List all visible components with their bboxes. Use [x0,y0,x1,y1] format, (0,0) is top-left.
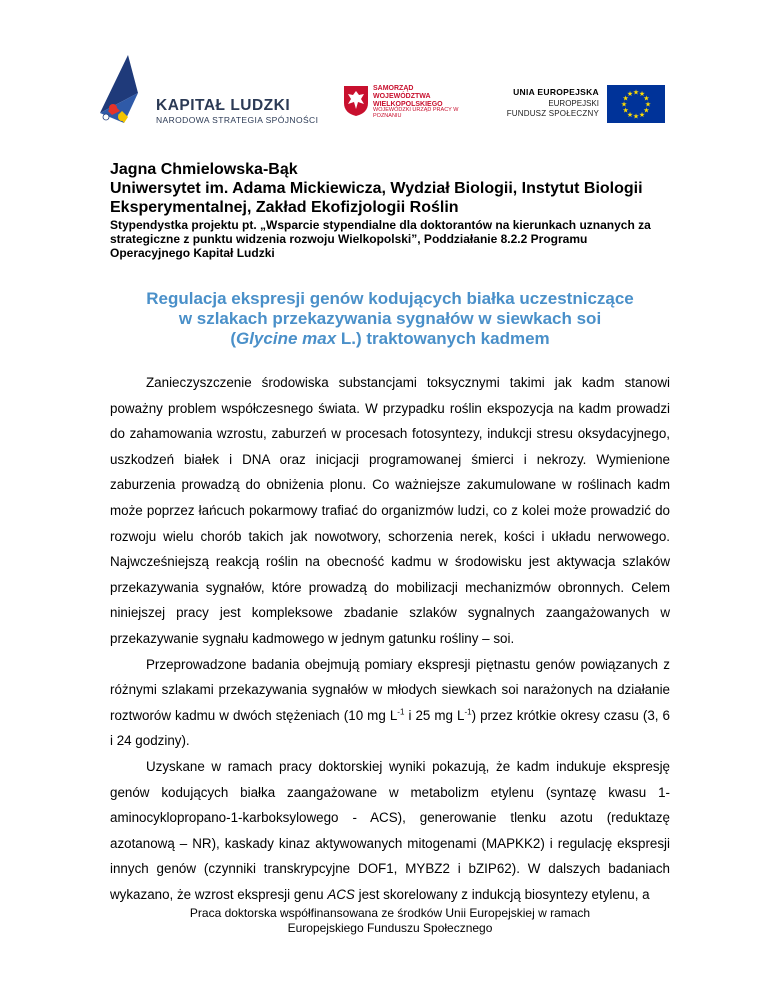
eu-star-icon: ★ [632,89,640,97]
eu-star-icon: ★ [622,107,629,115]
wielkopolska-title: SAMORZĄD WOJEWÓDZTWA WIELKOPOLSKIEGO [373,85,443,108]
eagle-shield-icon [343,85,369,117]
kapital-ludzki-logo [98,53,338,133]
ue-line3: FUNDUSZ SPOŁECZNY [506,109,599,118]
title-line-2: w szlakach przekazywania sygnałów w siewkach soi [178,309,602,328]
p3-text-a: Uzyskane w ramach pracy doktorskiej wyniki pokazują, że kadm indukuje ekspresję genów kodujących białka zaangażowane w metabolizm etylenu (syntazę kwasu 1-aminocyklopropano-1-karboksylowego - ACS), generowanie tlenku azotu (reduktazę azotanową – NR), kaskady kinaz aktywowanych mitogenami (MAPKK2) i regulację ekspresji innych genów (czynniki transkrypcyjne DOF1, MYBZ2 i bZIP62). W dalszych badaniach wykazano, że wzrost ekspresji genu [110,758,670,902]
logo-bar [0,45,768,140]
eu-star-icon: ★ [643,95,650,103]
paragraph-1: Zanieczyszczenie środowiska substancjami toksycznymi takimi jak kadm stanowi poważny problem współczesnego świata. W przypadku roślin ekspozycja na kadm prowadzi do zahamowania wzrostu, zaburzeń w procesach fotosyntezy, indukcji stresu oksydacyjnego, uszkodzeń białek i DNA oraz inicjacji programowanej śmierci i nekrozy. Wymienione zaburzenia prowadzą do obniżenia plonu. Co ważniejsze zakumulowane w roślinach kadm może poprzez łańcuch pokarmowy trafiać do organizmów ludzi, co z kolei może prowadzić do rozwoju wielu chorób takich jak nowotwory, schorzenia nerek, kości i układu nerwowego. Najwcześniejszą reakcją roślin na obecność kadmu w środowisku jest aktywacja szlaków przekazywania sygnałów, które prowadzą do mobilizacji mechanizmów obronnych. Celem niniejszej pracy jest kompleksowe zbadanie szlaków sygnalnych zaangażowanych w przekazywanie sygnału kadmowego w jednym gatunku rośliny – soi. [110,375,670,646]
p2-text-a: Przeprowadzone badania obejmują pomiary ekspresji piętnastu genów powiązanych z różnymi szlakami przekazywania sygnałów w młodych siewkach soi narażonych na działanie roztworów kadmu w dwóch stężeniach (10 mg L [110,656,670,723]
grant-statement: Stypendystka projektu pt. „Wsparcie stypendialne dla doktorantów na kierunkach uznanych za strategiczne z punktu widzenia rozwoju Wielkopolski”, Poddziałanie 8.2.2 Programu Operacyjnego Kapitał Ludzki [110,218,651,260]
abstract-body [110,370,670,907]
eu-star-icon: ★ [643,107,650,115]
footer-funding-note [110,906,670,936]
paragraph-2 [110,652,670,754]
p2-text-c: ) przez krótkie okresy czasu (3, 6 i 24 godziny). [110,707,670,749]
kapital-ludzki-title: KAPITAŁ LUDZKI [156,97,291,114]
ue-logo [490,83,665,143]
title-line-1: Regulacja ekspresji genów kodujących białka uczestniczące [146,289,634,308]
p2-sup-2: -1 [464,707,472,717]
eu-star-icon: ★ [638,91,646,99]
page-title [110,289,670,349]
kapital-ludzki-emblem-icon [98,53,158,133]
title-paren: ( [230,329,236,348]
p3-text-b: jest skorelowany z indukcją biosyntezy etylenu, a [354,886,650,902]
eu-star-icon: ★ [644,101,652,109]
footer-line-1: Praca doktorska współfinansowana ze środków Unii Europejskiej w ramach [189,906,591,920]
kapital-ludzki-subtitle: NARODOWA STRATEGIA SPÓJNOŚCI [156,115,319,125]
ue-line2: EUROPEJSKI [548,99,599,108]
eu-flag-icon [607,85,665,123]
author-block [110,160,670,260]
gene-acs: ACS [327,886,355,902]
p2-text-b: i 25 mg L [404,707,465,723]
ue-title: UNIA EUROPEJSKA [513,87,599,97]
wielkopolska-logo [343,85,463,145]
species-name: Glycine max [235,329,337,348]
eu-star-icon: ★ [632,113,640,121]
eu-star-icon: ★ [620,101,628,109]
eu-star-icon: ★ [626,91,634,99]
author-name: Jagna Chmielowska-Bąk [110,161,298,178]
title-line-3 [110,329,670,349]
eu-star-icon: ★ [638,111,646,119]
eu-star-icon: ★ [622,95,629,103]
author-affiliation: Uniwersytet im. Adama Mickiewicza, Wydział Biologii, Instytut Biologii Eksperymentalnej, Zakład Ekofizjologii Roślin [110,180,643,216]
paragraph-3 [110,754,670,908]
footer-line-2: Europejskiego Funduszu Społecznego [287,921,493,935]
wielkopolska-subtitle: WOJEWÓDZKI URZĄD PRACY W POZNANIU [373,107,459,119]
p2-sup-1: -1 [397,707,405,717]
title-line-3-rest: L.) traktowanych kadmem [336,329,550,348]
eu-star-icon: ★ [626,111,634,119]
